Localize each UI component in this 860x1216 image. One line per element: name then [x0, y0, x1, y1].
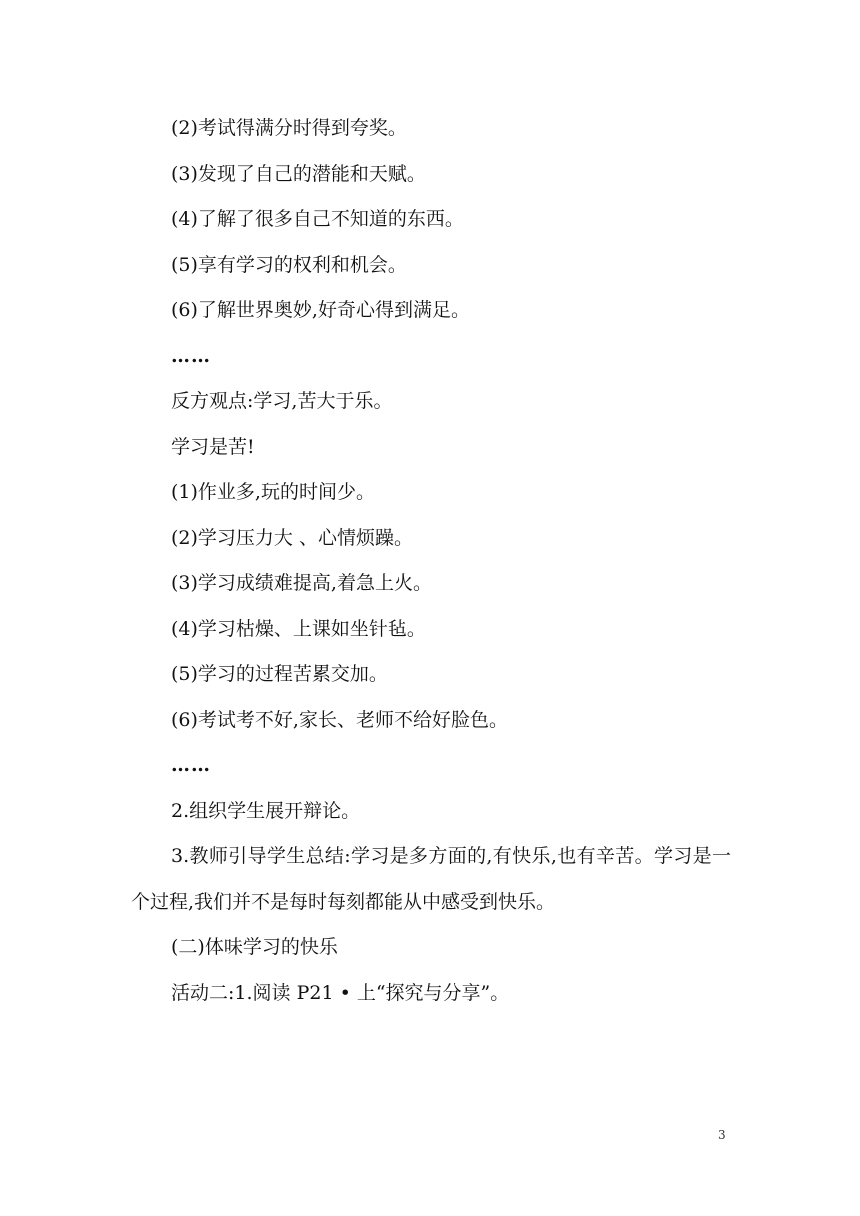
text-line: 2.组织学生展开辩论。 [171, 799, 361, 822]
text-line: (6)了解世界奥妙,好奇心得到满足。 [171, 299, 470, 321]
text-line: (2)考试得满分时得到夸奖。 [171, 117, 407, 139]
ellipsis-line: …… [171, 344, 211, 367]
page-number: 3 [718, 1128, 726, 1142]
ellipsis-line: …… [171, 754, 211, 776]
text-line: (4)学习枯燥、上课如坐针毡。 [171, 617, 426, 640]
activity-line: 活动二:1.阅读 P21 • 上“探究与分享”。 [171, 981, 510, 1004]
text-line: (4)了解了很多自己不知道的东西。 [171, 208, 464, 230]
text-line: 学习是苦! [171, 435, 255, 458]
document-body [131, 106, 731, 1016]
text-line: (1)作业多,玩的时间少。 [171, 481, 375, 503]
text-line: (2)学习压力大 、心情烦躁。 [171, 526, 413, 549]
summary-paragraph: 3.教师引导学生总结:学习是多方面的,有快乐,也有辛苦。学习是一个过程,我们并不是每时每刻都能从中感受到快乐。 [131, 845, 731, 913]
text-line: (5)学习的过程苦累交加。 [171, 663, 388, 685]
text-line: (5)享有学习的权利和机会。 [171, 253, 407, 276]
opposing-view-heading: 反方观点:学习,苦大于乐。 [171, 390, 393, 412]
text-line: (3)学习成绩难提高,着急上火。 [171, 572, 432, 594]
section-heading: (二)体味学习的快乐 [171, 936, 338, 958]
text-line: (3)发现了自己的潜能和天赋。 [171, 162, 426, 185]
text-line: (6)考试考不好,家长、老师不给好脸色。 [171, 708, 508, 731]
